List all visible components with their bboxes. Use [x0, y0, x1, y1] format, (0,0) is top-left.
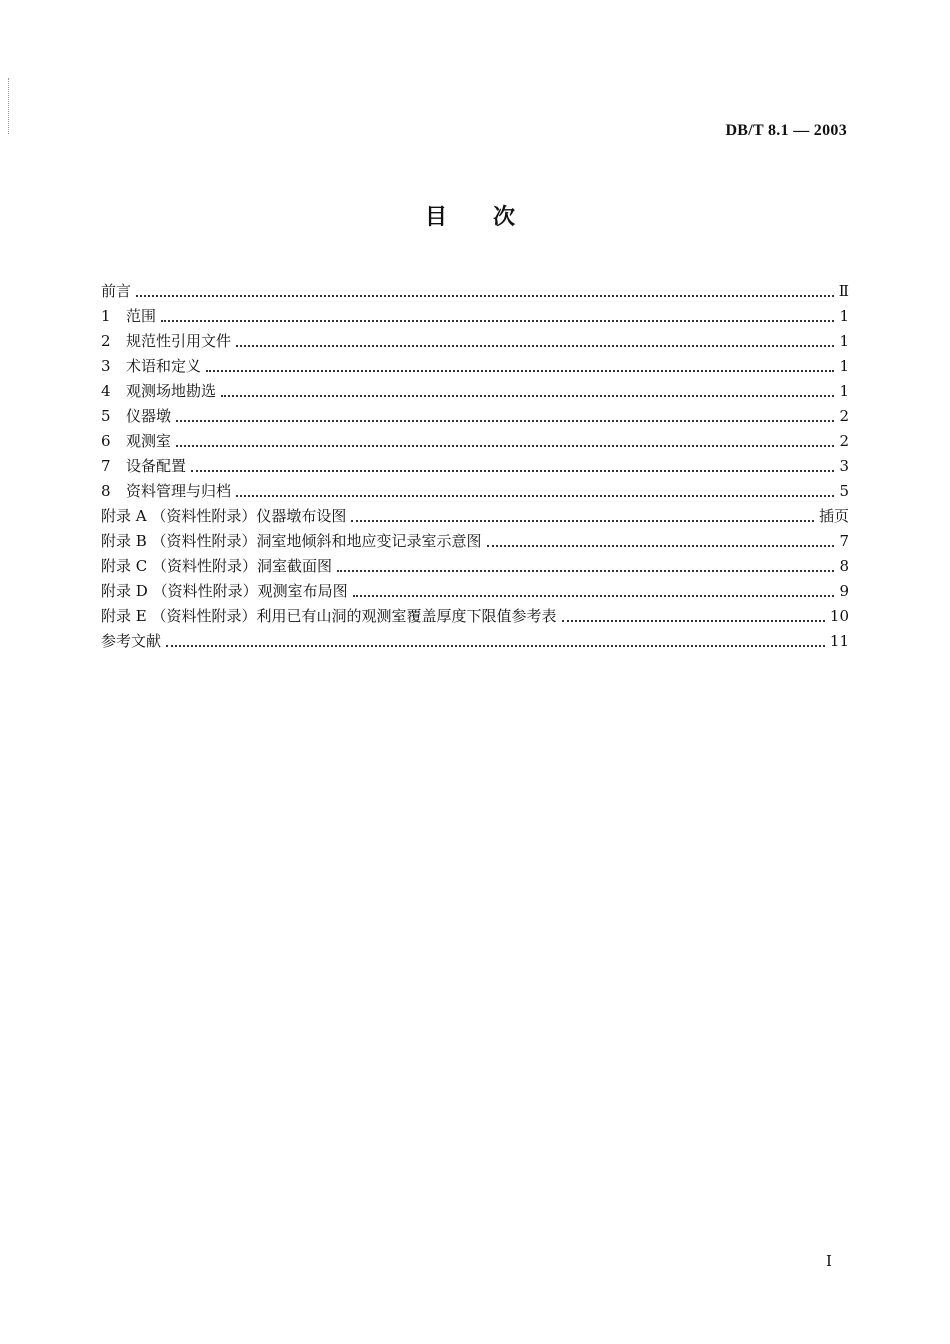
toc-entry-label: 附录 D （资料性附录）观测室布局图	[101, 582, 348, 600]
toc-entry-label: 设备配置	[126, 457, 187, 475]
toc-entry[interactable]	[101, 404, 849, 429]
scan-margin-mark	[8, 78, 10, 134]
toc-entry-label: 范围	[126, 307, 157, 325]
toc-entry[interactable]	[101, 354, 849, 379]
table-of-contents	[101, 279, 849, 654]
toc-entry-page: 11	[829, 632, 849, 650]
toc-entry-label: 术语和定义	[126, 357, 202, 375]
toc-leader-dots	[161, 320, 834, 322]
toc-leader-dots	[191, 470, 834, 472]
toc-entry-label: 参考文献	[101, 632, 162, 650]
toc-leader-dots	[353, 595, 834, 597]
toc-entry-label: 附录 C （资料性附录）洞室截面图	[101, 557, 333, 575]
toc-entry-page: 1	[839, 382, 849, 400]
toc-entry[interactable]	[101, 529, 849, 554]
standard-number: DB/T 8.1 — 2003	[725, 122, 847, 139]
toc-entry[interactable]	[101, 604, 849, 629]
toc-entry[interactable]	[101, 454, 849, 479]
toc-entry-number: 6	[101, 432, 111, 450]
toc-entry[interactable]	[101, 579, 849, 604]
toc-leader-dots	[206, 370, 834, 372]
toc-entry-label: 规范性引用文件	[126, 332, 232, 350]
toc-entry-label: 资料管理与归档	[126, 482, 232, 500]
toc-leader-dots	[236, 345, 834, 347]
toc-entry-page: 8	[839, 557, 849, 575]
toc-entry-number: 2	[101, 332, 111, 350]
toc-entry[interactable]	[101, 329, 849, 354]
toc-entry-number: 4	[101, 382, 111, 400]
toc-leader-dots	[221, 395, 834, 397]
toc-entry-label: 附录 E （资料性附录）利用已有山洞的观测室覆盖厚度下限值参考表	[101, 607, 557, 625]
toc-entry-page: 5	[839, 482, 849, 500]
toc-entry-page: 9	[839, 582, 849, 600]
toc-entry-page: 1	[839, 357, 849, 375]
toc-entry-page: 2	[839, 407, 849, 425]
toc-leader-dots	[176, 420, 834, 422]
toc-entry-page: 3	[839, 457, 849, 475]
toc-entry-page: 1	[839, 307, 849, 325]
page-title: 目次	[424, 204, 561, 230]
toc-entry[interactable]	[101, 504, 849, 529]
toc-entry-label: 附录 B （资料性附录）洞室地倾斜和地应变记录室示意图	[101, 532, 482, 550]
toc-entry[interactable]	[101, 279, 849, 304]
toc-leader-dots	[487, 545, 834, 547]
toc-entry-page: 10	[829, 607, 849, 625]
toc-entry[interactable]	[101, 479, 849, 504]
toc-entry-number: 7	[101, 457, 111, 475]
toc-entry-page: 2	[839, 432, 849, 450]
toc-entry-label: 附录 A （资料性附录）仪器墩布设图	[101, 507, 347, 525]
toc-entry[interactable]	[101, 554, 849, 579]
toc-leader-dots	[337, 570, 834, 572]
toc-entry-page: 插页	[818, 507, 849, 525]
toc-entry-label: 仪器墩	[126, 407, 172, 425]
toc-entry-number: 8	[101, 482, 111, 500]
toc-entry-page: 1	[839, 332, 849, 350]
toc-entry[interactable]	[101, 304, 849, 329]
toc-leader-dots	[166, 645, 825, 647]
footer-page-number: I	[826, 1252, 832, 1270]
toc-entry[interactable]	[101, 379, 849, 404]
toc-leader-dots	[562, 620, 825, 622]
toc-entry-label: 观测室	[126, 432, 172, 450]
toc-entry-page: 7	[839, 532, 849, 550]
toc-leader-dots	[351, 520, 814, 522]
toc-leader-dots	[176, 445, 834, 447]
toc-entry[interactable]	[101, 429, 849, 454]
toc-leader-dots	[236, 495, 834, 497]
toc-entry-number: 5	[101, 407, 111, 425]
toc-entry-number: 1	[101, 307, 111, 325]
toc-entry-label: 前言	[101, 282, 132, 300]
toc-entry-page: Ⅱ	[838, 282, 849, 300]
toc-entry-number: 3	[101, 357, 111, 375]
toc-entry[interactable]	[101, 629, 849, 654]
toc-leader-dots	[136, 295, 834, 297]
toc-entry-label: 观测场地勘选	[126, 382, 217, 400]
